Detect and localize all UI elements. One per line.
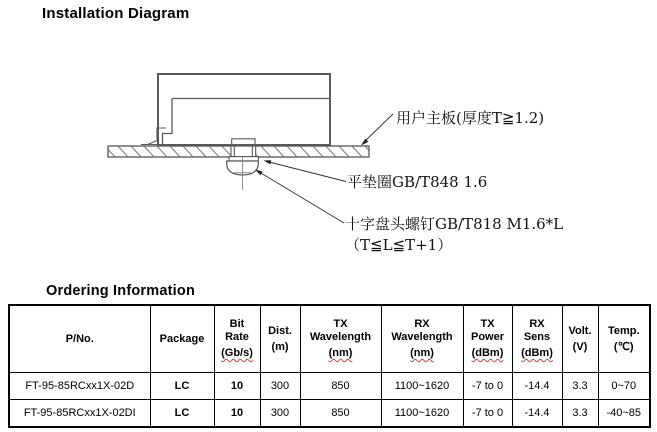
- annotation-screw-line1: 十字盘头螺钉GB/T818 M1.6*L: [345, 215, 564, 233]
- column-header-label: (m): [271, 340, 289, 353]
- arrowhead-screw: [255, 170, 263, 176]
- module-outline: [141, 74, 330, 146]
- cell-tx-power: -7 to 0: [463, 373, 512, 400]
- cell-tx-power: -7 to 0: [463, 400, 512, 428]
- ordering-information-heading: Ordering Information: [46, 283, 195, 299]
- cell-pno: FT-95-85RCxx1X-02D: [9, 373, 150, 400]
- column-header-label: RX: [414, 318, 430, 330]
- column-header-label: Bit: [229, 318, 245, 330]
- cell-pno: FT-95-85RCxx1X-02DI: [9, 400, 150, 428]
- column-header-label: (Gb/s): [221, 347, 253, 359]
- column-header-label: TX: [333, 318, 348, 330]
- arrowhead-motherboard: [361, 139, 368, 146]
- column-header-label: (dBm): [471, 347, 504, 359]
- annotation-washer: 平垫圈GB/T848 1.6: [347, 173, 488, 191]
- column-header-label: (nm): [328, 347, 353, 359]
- cell-dist: 300: [260, 400, 300, 428]
- column-header-label: Power: [470, 331, 504, 343]
- installation-diagram-heading: Installation Diagram: [42, 5, 190, 22]
- arrowhead-washer: [264, 160, 272, 164]
- cell-temp: -40~85: [598, 400, 650, 428]
- column-header-label: Wavelength: [391, 331, 453, 343]
- column-header-label: RX: [529, 318, 545, 330]
- leader-lines: [255, 114, 393, 223]
- column-header-label: P/No.: [65, 332, 94, 345]
- column-header-label: (dBm): [521, 347, 553, 359]
- column-header-label: Wavelength: [309, 331, 372, 343]
- cell-volt: 3.3: [562, 400, 598, 428]
- column-header-label: Temp.: [607, 324, 640, 337]
- cell-dist: 300: [260, 373, 300, 400]
- column-header-bit-rate: [214, 305, 260, 373]
- column-header-label: (nm): [410, 347, 434, 359]
- column-header-pno: [9, 305, 150, 373]
- ordering-table: [8, 304, 651, 428]
- column-header-label: TX: [480, 318, 495, 330]
- table-row: [9, 400, 650, 428]
- cell-bit-rate: 10: [214, 373, 260, 400]
- flat-washer: [229, 157, 258, 161]
- column-header-label: Dist.: [268, 324, 292, 337]
- column-header-label: (℃): [613, 340, 634, 353]
- column-header-temp: [598, 305, 650, 373]
- cell-volt: 3.3: [562, 373, 598, 400]
- leader-line-washer: [269, 162, 346, 182]
- cell-rx-wavelength: 1100~1620: [381, 373, 463, 400]
- column-header-tx-power: [463, 305, 512, 373]
- table-row: [9, 373, 650, 400]
- annotation-screw: [345, 214, 563, 256]
- cell-package: LC: [150, 373, 214, 400]
- column-header-label: (V): [572, 340, 588, 353]
- column-header-tx-wavelength: [300, 305, 381, 373]
- cell-bit-rate: 10: [214, 400, 260, 428]
- column-header-rx-wavelength: [381, 305, 463, 373]
- column-header-rx-sens: [512, 305, 562, 373]
- annotation-motherboard: 用户主板(厚度T≧1.2): [396, 109, 545, 127]
- column-header-volt: [562, 305, 598, 373]
- column-header-package: [150, 305, 214, 373]
- column-header-dist: [260, 305, 300, 373]
- cell-rx-wavelength: 1100~1620: [381, 400, 463, 428]
- cell-tx-wavelength: 850: [300, 400, 381, 428]
- cell-tx-wavelength: 850: [300, 373, 381, 400]
- cell-rx-sens: -14.4: [512, 373, 562, 400]
- column-header-label: Sens: [523, 331, 551, 343]
- cell-rx-sens: -14.4: [512, 400, 562, 428]
- annotation-screw-line2: （T≦L≦T+1）: [345, 236, 453, 254]
- table-header-row: [9, 305, 650, 373]
- cell-temp: 0~70: [598, 373, 650, 400]
- leader-line-motherboard: [363, 114, 393, 143]
- column-header-label: Package: [159, 332, 205, 345]
- column-header-label: Rate: [225, 331, 249, 343]
- leader-line-screw: [260, 173, 344, 224]
- column-header-label: Volt.: [568, 324, 592, 337]
- cell-package: LC: [150, 400, 214, 428]
